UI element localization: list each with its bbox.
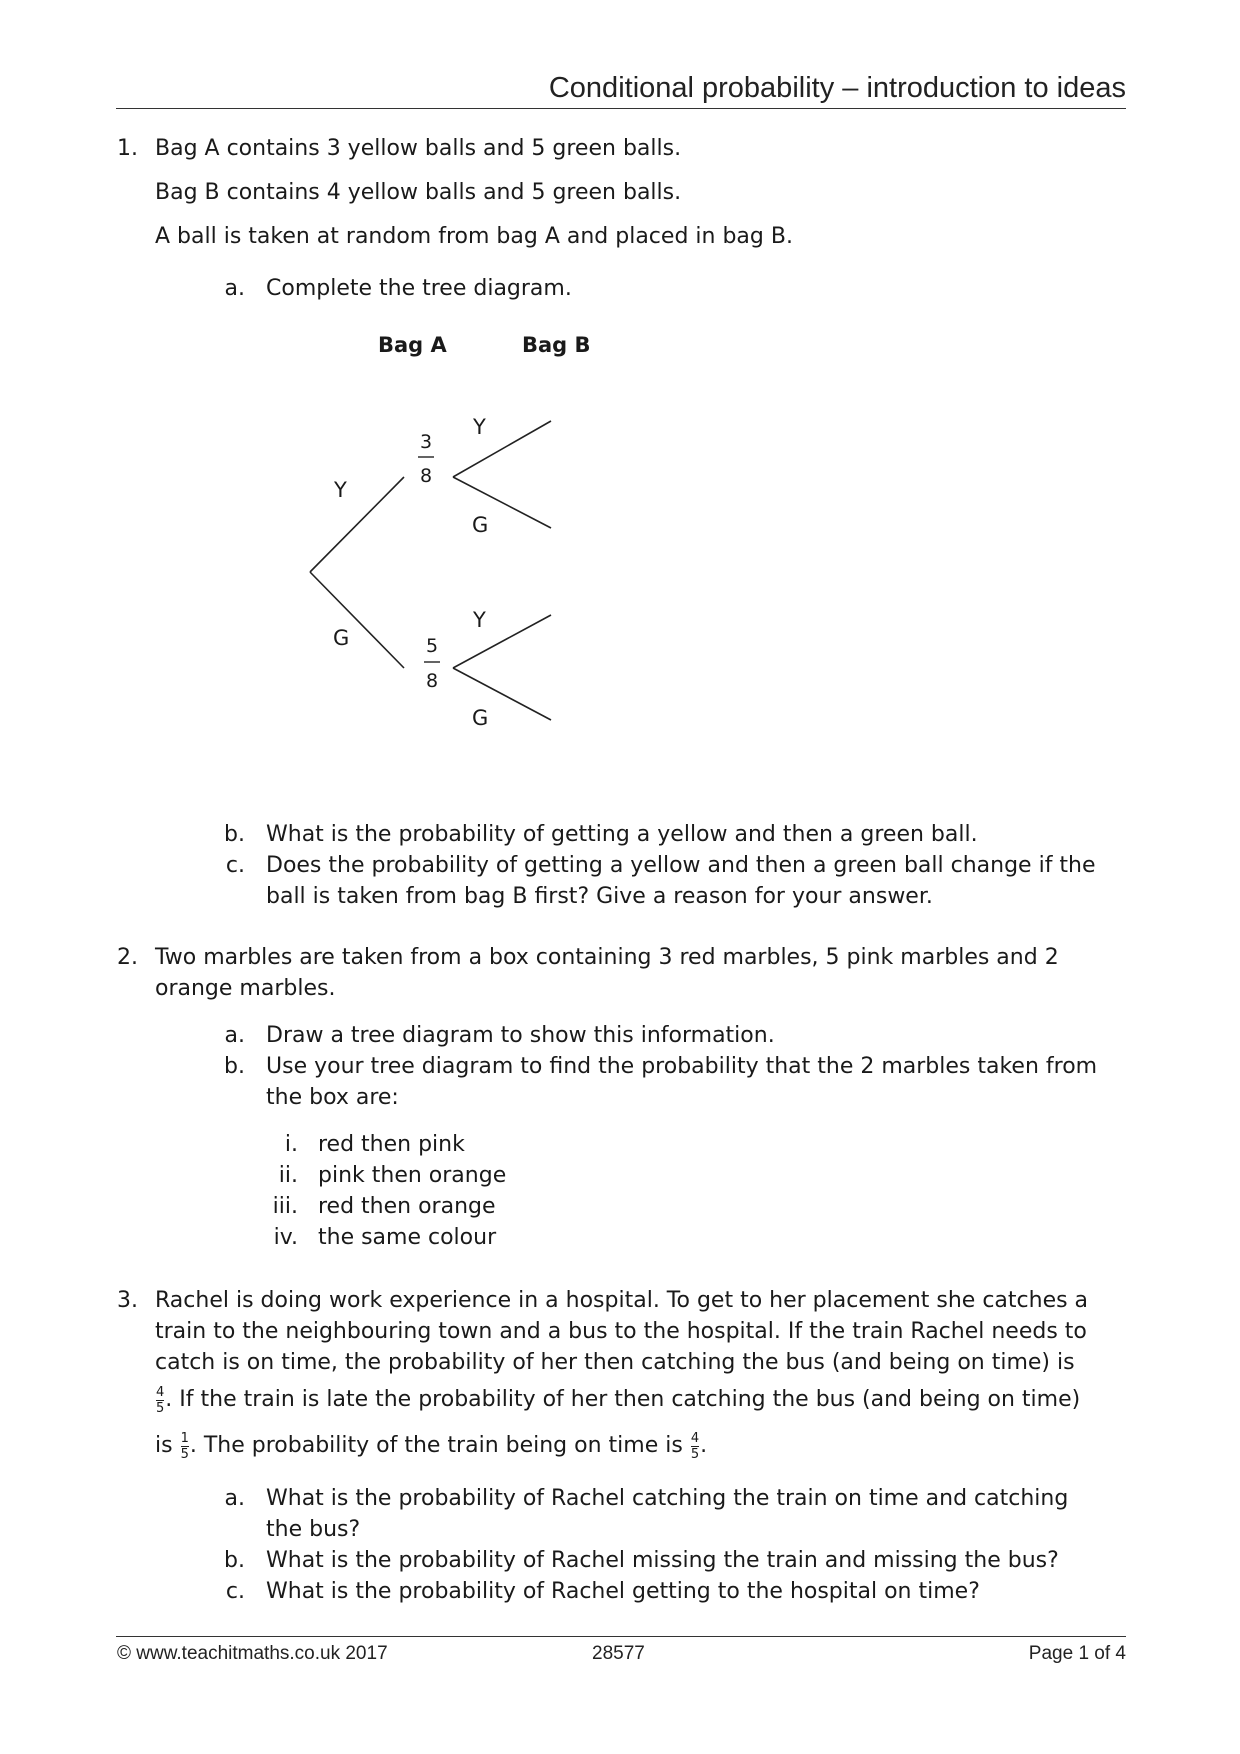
second-bottom-yellow-label: Y — [473, 608, 486, 632]
q3-line3: catch is on time, the probability of her then catching the bus (and being on time) is — [155, 1350, 1075, 1375]
q1b-text: What is the probability of getting a yellow and then a green ball. — [266, 822, 978, 847]
q1c-line1: Does the probability of getting a yellow and then a green ball change if the — [266, 853, 1096, 878]
q3-line2: train to the neighbouring town and a bus to the hospital. If the train Rachel needs to — [155, 1319, 1087, 1344]
footer-copyright: © www.teachitmaths.co.uk 2017 — [117, 1643, 388, 1664]
q2b-letter: b. — [224, 1054, 245, 1079]
q2-item-numeral: i. — [284, 1132, 298, 1157]
q3-line5: is $\frac{1}{5}$. The probability of the train being on time is $\frac{4}{5}$. — [155, 1430, 708, 1462]
branch-second-top-yellow — [453, 421, 551, 477]
footer-page-number: Page 1 of 4 — [1028, 1643, 1126, 1664]
q1-line1: Bag A contains 3 yellow balls and 5 green balls. — [155, 136, 682, 161]
q2-item-text: red then orange — [318, 1194, 496, 1219]
q2-item-numeral: iii. — [272, 1194, 298, 1219]
q3-fraction-train-on-time: $\frac{4}{5}$ — [690, 1430, 700, 1462]
fraction-green-denominator: 8 — [425, 670, 439, 692]
q3a-line1: What is the probability of Rachel catching the train on time and catching — [266, 1486, 1069, 1511]
q2a-letter: a. — [224, 1023, 245, 1048]
footer-rule — [116, 1636, 1126, 1637]
q2-line1: Two marbles are taken from a box containing 3 red marbles, 5 pink marbles and 2 — [155, 945, 1059, 970]
q2b-line2: the box are: — [266, 1085, 399, 1110]
branch-first-yellow — [310, 477, 404, 572]
tree-diagram — [0, 0, 1240, 760]
fraction-yellow-denominator: 8 — [419, 465, 433, 487]
q3-line4: $\frac{4}{5}$. If the train is late the probability of her then catching the bus (and being on time) — [156, 1384, 1081, 1416]
q3-fraction-bus-late: $\frac{1}{5}$ — [180, 1430, 189, 1462]
second-bottom-green-label: G — [472, 706, 489, 730]
q3c-letter: c. — [225, 1579, 245, 1604]
q1-number: 1. — [117, 136, 138, 161]
bag-a-label: Bag A — [378, 333, 447, 357]
q3b-text: What is the probability of Rachel missing the train and missing the bus? — [266, 1548, 1059, 1573]
q2-item-numeral: iv. — [273, 1225, 298, 1250]
q2b-line1: Use your tree diagram to find the probability that the 2 marbles taken from — [266, 1054, 1098, 1079]
q2-number: 2. — [117, 945, 138, 970]
q2-item-numeral: ii. — [278, 1163, 298, 1188]
second-top-yellow-label: Y — [473, 415, 486, 439]
q2-line2: orange marbles. — [155, 976, 336, 1001]
branch-second-bottom-yellow — [453, 615, 551, 668]
q1a-text: Complete the tree diagram. — [266, 276, 572, 301]
bag-b-label: Bag B — [522, 333, 591, 357]
second-top-green-label: G — [472, 513, 489, 537]
fraction-yellow-numerator: 3 — [419, 431, 433, 453]
first-yellow-label: Y — [334, 478, 347, 502]
q3c-text: What is the probability of Rachel getting to the hospital on time? — [266, 1579, 980, 1604]
page-title: Conditional probability – introduction to ideas — [548, 72, 1126, 104]
q1a-letter: a. — [224, 276, 245, 301]
footer-code: 28577 — [592, 1643, 645, 1664]
q2-item-text: red then pink — [318, 1132, 465, 1157]
branch-first-green — [310, 572, 404, 668]
branch-second-top-green — [453, 477, 551, 528]
q3-fraction-bus-on-time: $\frac{4}{5}$ — [156, 1384, 165, 1416]
q2-item-text: pink then orange — [318, 1163, 507, 1188]
q1b-letter: b. — [224, 822, 245, 847]
q3-number: 3. — [117, 1288, 138, 1313]
q3-line1: Rachel is doing work experience in a hospital. To get to her placement she catches a — [155, 1288, 1089, 1313]
branch-second-bottom-green — [453, 668, 551, 720]
q3a-letter: a. — [224, 1486, 245, 1511]
q1-line2: Bag B contains 4 yellow balls and 5 green balls. — [155, 180, 682, 205]
q1c-letter: c. — [225, 853, 245, 878]
q2a-text: Draw a tree diagram to show this information. — [266, 1023, 775, 1048]
q3a-line2: the bus? — [266, 1517, 361, 1542]
q1c-line2: ball is taken from bag B first? Give a reason for your answer. — [266, 884, 933, 909]
fraction-green-numerator: 5 — [425, 635, 439, 657]
q2-item-text: the same colour — [318, 1225, 497, 1250]
q3b-letter: b. — [224, 1548, 245, 1573]
q1-line3: A ball is taken at random from bag A and placed in bag B. — [155, 224, 793, 249]
first-green-label: G — [333, 626, 350, 650]
